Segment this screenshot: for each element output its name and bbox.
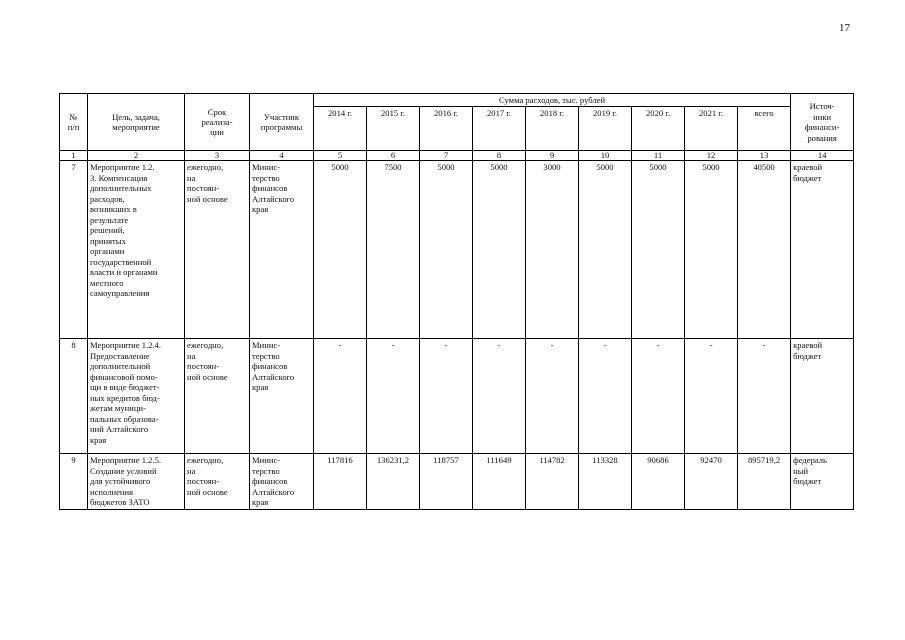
column-number: 6 (367, 151, 420, 161)
row-goal: Мероприятие 1.2. 3. Компенсация дополнительных расходов, возникших в результате решений, принятых органами государственной власти и органами местного самоуправления (88, 161, 185, 339)
column-number: 11 (632, 151, 685, 161)
column-number: 7 (420, 151, 473, 161)
row-total: 40500 (738, 161, 791, 339)
row-source: краевой бюджет (791, 339, 854, 454)
row-total: - (738, 339, 791, 454)
row-value: 5000 (420, 161, 473, 339)
header-row-top (60, 94, 854, 107)
row-value: - (367, 339, 420, 454)
header-total: всего (738, 107, 791, 151)
row-value: 5000 (579, 161, 632, 339)
header-term: Срок реализа- ции (185, 94, 250, 151)
header-year: 2015 г. (367, 107, 420, 151)
column-number: 10 (579, 151, 632, 161)
row-value: - (632, 339, 685, 454)
header-year: 2016 г. (420, 107, 473, 151)
row-value: 92470 (685, 454, 738, 510)
column-number: 13 (738, 151, 791, 161)
row-goal: Мероприятие 1.2.4. Предоставление дополнительной финансовой помо- щи в виде бюджет- ных кредитов бюд- жетам муници- пальных образова- ний Алтайского края (88, 339, 185, 454)
row-value: 5000 (473, 161, 526, 339)
header-participant: Участник программы (250, 94, 314, 151)
column-number: 3 (185, 151, 250, 161)
row-value: - (420, 339, 473, 454)
row-value: 5000 (314, 161, 367, 339)
row-participant: Минис- терство финансов Алтайского края (250, 454, 314, 510)
row-value: 5000 (685, 161, 738, 339)
header-year: 2014 г. (314, 107, 367, 151)
header-year: 2019 г. (579, 107, 632, 151)
header-year: 2018 г. (526, 107, 579, 151)
page-number: 17 (839, 22, 850, 34)
row-value: 111649 (473, 454, 526, 510)
column-number: 1 (60, 151, 88, 161)
row-value: 113328 (579, 454, 632, 510)
header-year: 2021 г. (685, 107, 738, 151)
column-number-row (60, 151, 854, 161)
expenditure-table (59, 93, 854, 510)
row-term: ежегодно, на постоян- ной основе (185, 454, 250, 510)
header-sum-group: Сумма расходов, тыс. рублей (314, 94, 791, 107)
row-participant: Минис- терство финансов Алтайского края (250, 339, 314, 454)
row-source: краевой бюджет (791, 161, 854, 339)
row-value: 7500 (367, 161, 420, 339)
header-source: Источ- ники финанси- рования (791, 94, 854, 151)
column-number: 9 (526, 151, 579, 161)
column-number: 14 (791, 151, 854, 161)
header-year: 2020 г. (632, 107, 685, 151)
row-value: 114782 (526, 454, 579, 510)
header-no: № п/п (60, 94, 88, 151)
table-row (60, 161, 854, 339)
row-participant: Минис- терство финансов Алтайского края (250, 161, 314, 339)
row-value: - (579, 339, 632, 454)
row-value: 5000 (632, 161, 685, 339)
row-number: 9 (60, 454, 88, 510)
row-value: 117816 (314, 454, 367, 510)
row-value: - (526, 339, 579, 454)
column-number: 2 (88, 151, 185, 161)
column-number: 5 (314, 151, 367, 161)
row-value: 136231,2 (367, 454, 420, 510)
header-goal: Цель, задача, мероприятие (88, 94, 185, 151)
row-term: ежегодно, на постоян- ной основе (185, 339, 250, 454)
row-value: - (314, 339, 367, 454)
column-number: 12 (685, 151, 738, 161)
row-source: федераль ный бюджет (791, 454, 854, 510)
row-number: 7 (60, 161, 88, 339)
table-row (60, 339, 854, 454)
row-value: 3000 (526, 161, 579, 339)
row-term: ежегодно, на постоян- ной основе (185, 161, 250, 339)
row-value: 118757 (420, 454, 473, 510)
row-number: 8 (60, 339, 88, 454)
row-value: - (473, 339, 526, 454)
header-year: 2017 г. (473, 107, 526, 151)
row-total: 895719,2 (738, 454, 791, 510)
row-value: - (685, 339, 738, 454)
column-number: 4 (250, 151, 314, 161)
column-number: 8 (473, 151, 526, 161)
row-value: 90686 (632, 454, 685, 510)
table-row (60, 454, 854, 510)
row-goal: Мероприятие 1.2.5. Создание условий для устойчивого исполнения бюджетов ЗАТО (88, 454, 185, 510)
